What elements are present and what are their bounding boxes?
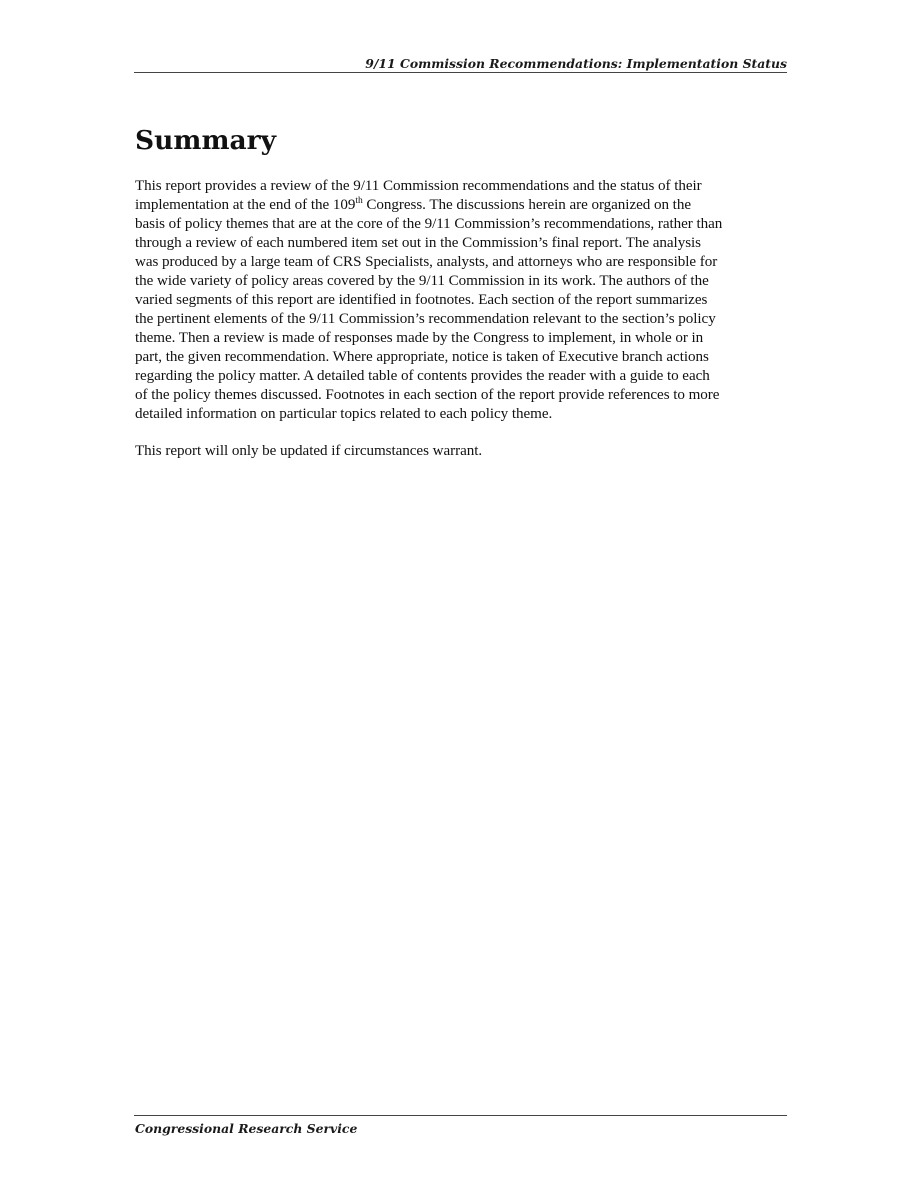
paragraph-line bbox=[135, 196, 795, 215]
section-title: Summary bbox=[135, 125, 277, 156]
paragraph-line: of the policy themes discussed. Footnotes in each section of the report provide references to more bbox=[135, 387, 720, 403]
running-header: 9/11 Commission Recommendations: Implementation Status bbox=[365, 56, 787, 71]
paragraph-line: varied segments of this report are identified in footnotes. Each section of the report summarizes bbox=[135, 292, 708, 308]
paragraph-line: through a review of each numbered item set out in the Commission’s final report. The analysis bbox=[135, 235, 701, 251]
header-rule bbox=[134, 72, 787, 73]
line-text: implementation at the end of the 109 bbox=[135, 197, 356, 213]
paragraph-line: This report provides a review of the 9/11 Commission recommendations and the status of their bbox=[135, 178, 702, 194]
summary-paragraph bbox=[135, 177, 795, 424]
paragraph-line: basis of policy themes that are at the core of the 9/11 Commission’s recommendations, rather than bbox=[135, 216, 723, 232]
paragraph-line: the pertinent elements of the 9/11 Commission’s recommendation relevant to the section’s policy bbox=[135, 311, 716, 327]
footer-organization: Congressional Research Service bbox=[135, 1121, 358, 1136]
footer-rule bbox=[134, 1115, 787, 1116]
paragraph-line: detailed information on particular topics related to each policy theme. bbox=[135, 406, 553, 422]
paragraph-line: the wide variety of policy areas covered by the 9/11 Commission in its work. The authors of the bbox=[135, 273, 709, 289]
paragraph-line: This report will only be updated if circumstances warrant. bbox=[135, 443, 483, 459]
paragraph-line: theme. Then a review is made of responses made by the Congress to implement, in whole or in bbox=[135, 330, 704, 346]
ordinal-superscript: th bbox=[355, 196, 363, 206]
paragraph-line: regarding the policy matter. A detailed table of contents provides the reader with a guide to each bbox=[135, 368, 710, 384]
paragraph-gap bbox=[135, 424, 795, 442]
update-note-paragraph bbox=[135, 442, 795, 461]
summary-body bbox=[135, 177, 795, 461]
paragraph-line: was produced by a large team of CRS Specialists, analysts, and attorneys who are responsible for bbox=[135, 254, 718, 270]
line-text: Congress. The discussions herein are organized on the bbox=[362, 197, 691, 213]
paragraph-line: part, the given recommendation. Where appropriate, notice is taken of Executive branch actions bbox=[135, 349, 709, 365]
